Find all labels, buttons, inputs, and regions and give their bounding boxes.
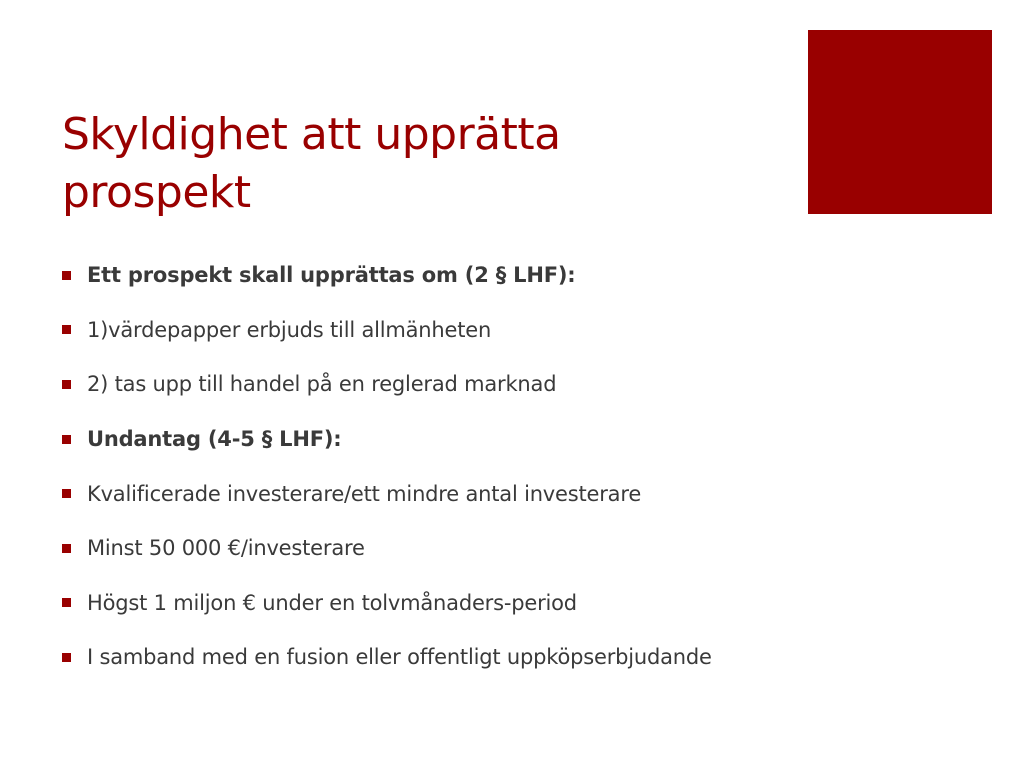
bullet-text: 1)värdepapper erbjuds till allmänheten bbox=[87, 317, 492, 342]
slide-title-line-1: Skyldighet att upprätta bbox=[62, 109, 561, 160]
square-bullet-icon bbox=[62, 325, 71, 334]
bullet-text: Minst 50 000 €/investerare bbox=[87, 536, 365, 561]
accent-box bbox=[808, 30, 992, 214]
slide-title-line-2: prospekt bbox=[62, 167, 251, 218]
bullet-item bbox=[62, 357, 962, 412]
bullet-item bbox=[62, 576, 962, 631]
bullet-text: Kvalificerade investerare/ett mindre antal investerare bbox=[87, 481, 642, 506]
square-bullet-icon bbox=[62, 598, 71, 607]
slide-title bbox=[62, 106, 782, 222]
bullet-item bbox=[62, 248, 962, 303]
bullet-text: Högst 1 miljon € under en tolvmånaders-period bbox=[87, 590, 577, 615]
square-bullet-icon bbox=[62, 271, 71, 280]
square-bullet-icon bbox=[62, 544, 71, 553]
bullet-item bbox=[62, 303, 962, 358]
square-bullet-icon bbox=[62, 435, 71, 444]
square-bullet-icon bbox=[62, 653, 71, 662]
bullet-text: 2) tas upp till handel på en reglerad marknad bbox=[87, 372, 557, 397]
square-bullet-icon bbox=[62, 489, 71, 498]
bullet-item bbox=[62, 412, 962, 467]
bullet-text: I samband med en fusion eller offentligt uppköpserbjudande bbox=[87, 645, 712, 670]
bullet-item bbox=[62, 521, 962, 576]
bullet-text: Undantag (4-5 § LHF): bbox=[87, 427, 342, 452]
square-bullet-icon bbox=[62, 380, 71, 389]
bullet-text: Ett prospekt skall upprättas om (2 § LHF): bbox=[87, 263, 576, 288]
bullet-item bbox=[62, 630, 962, 685]
bullet-list bbox=[62, 248, 962, 685]
bullet-item bbox=[62, 466, 962, 521]
